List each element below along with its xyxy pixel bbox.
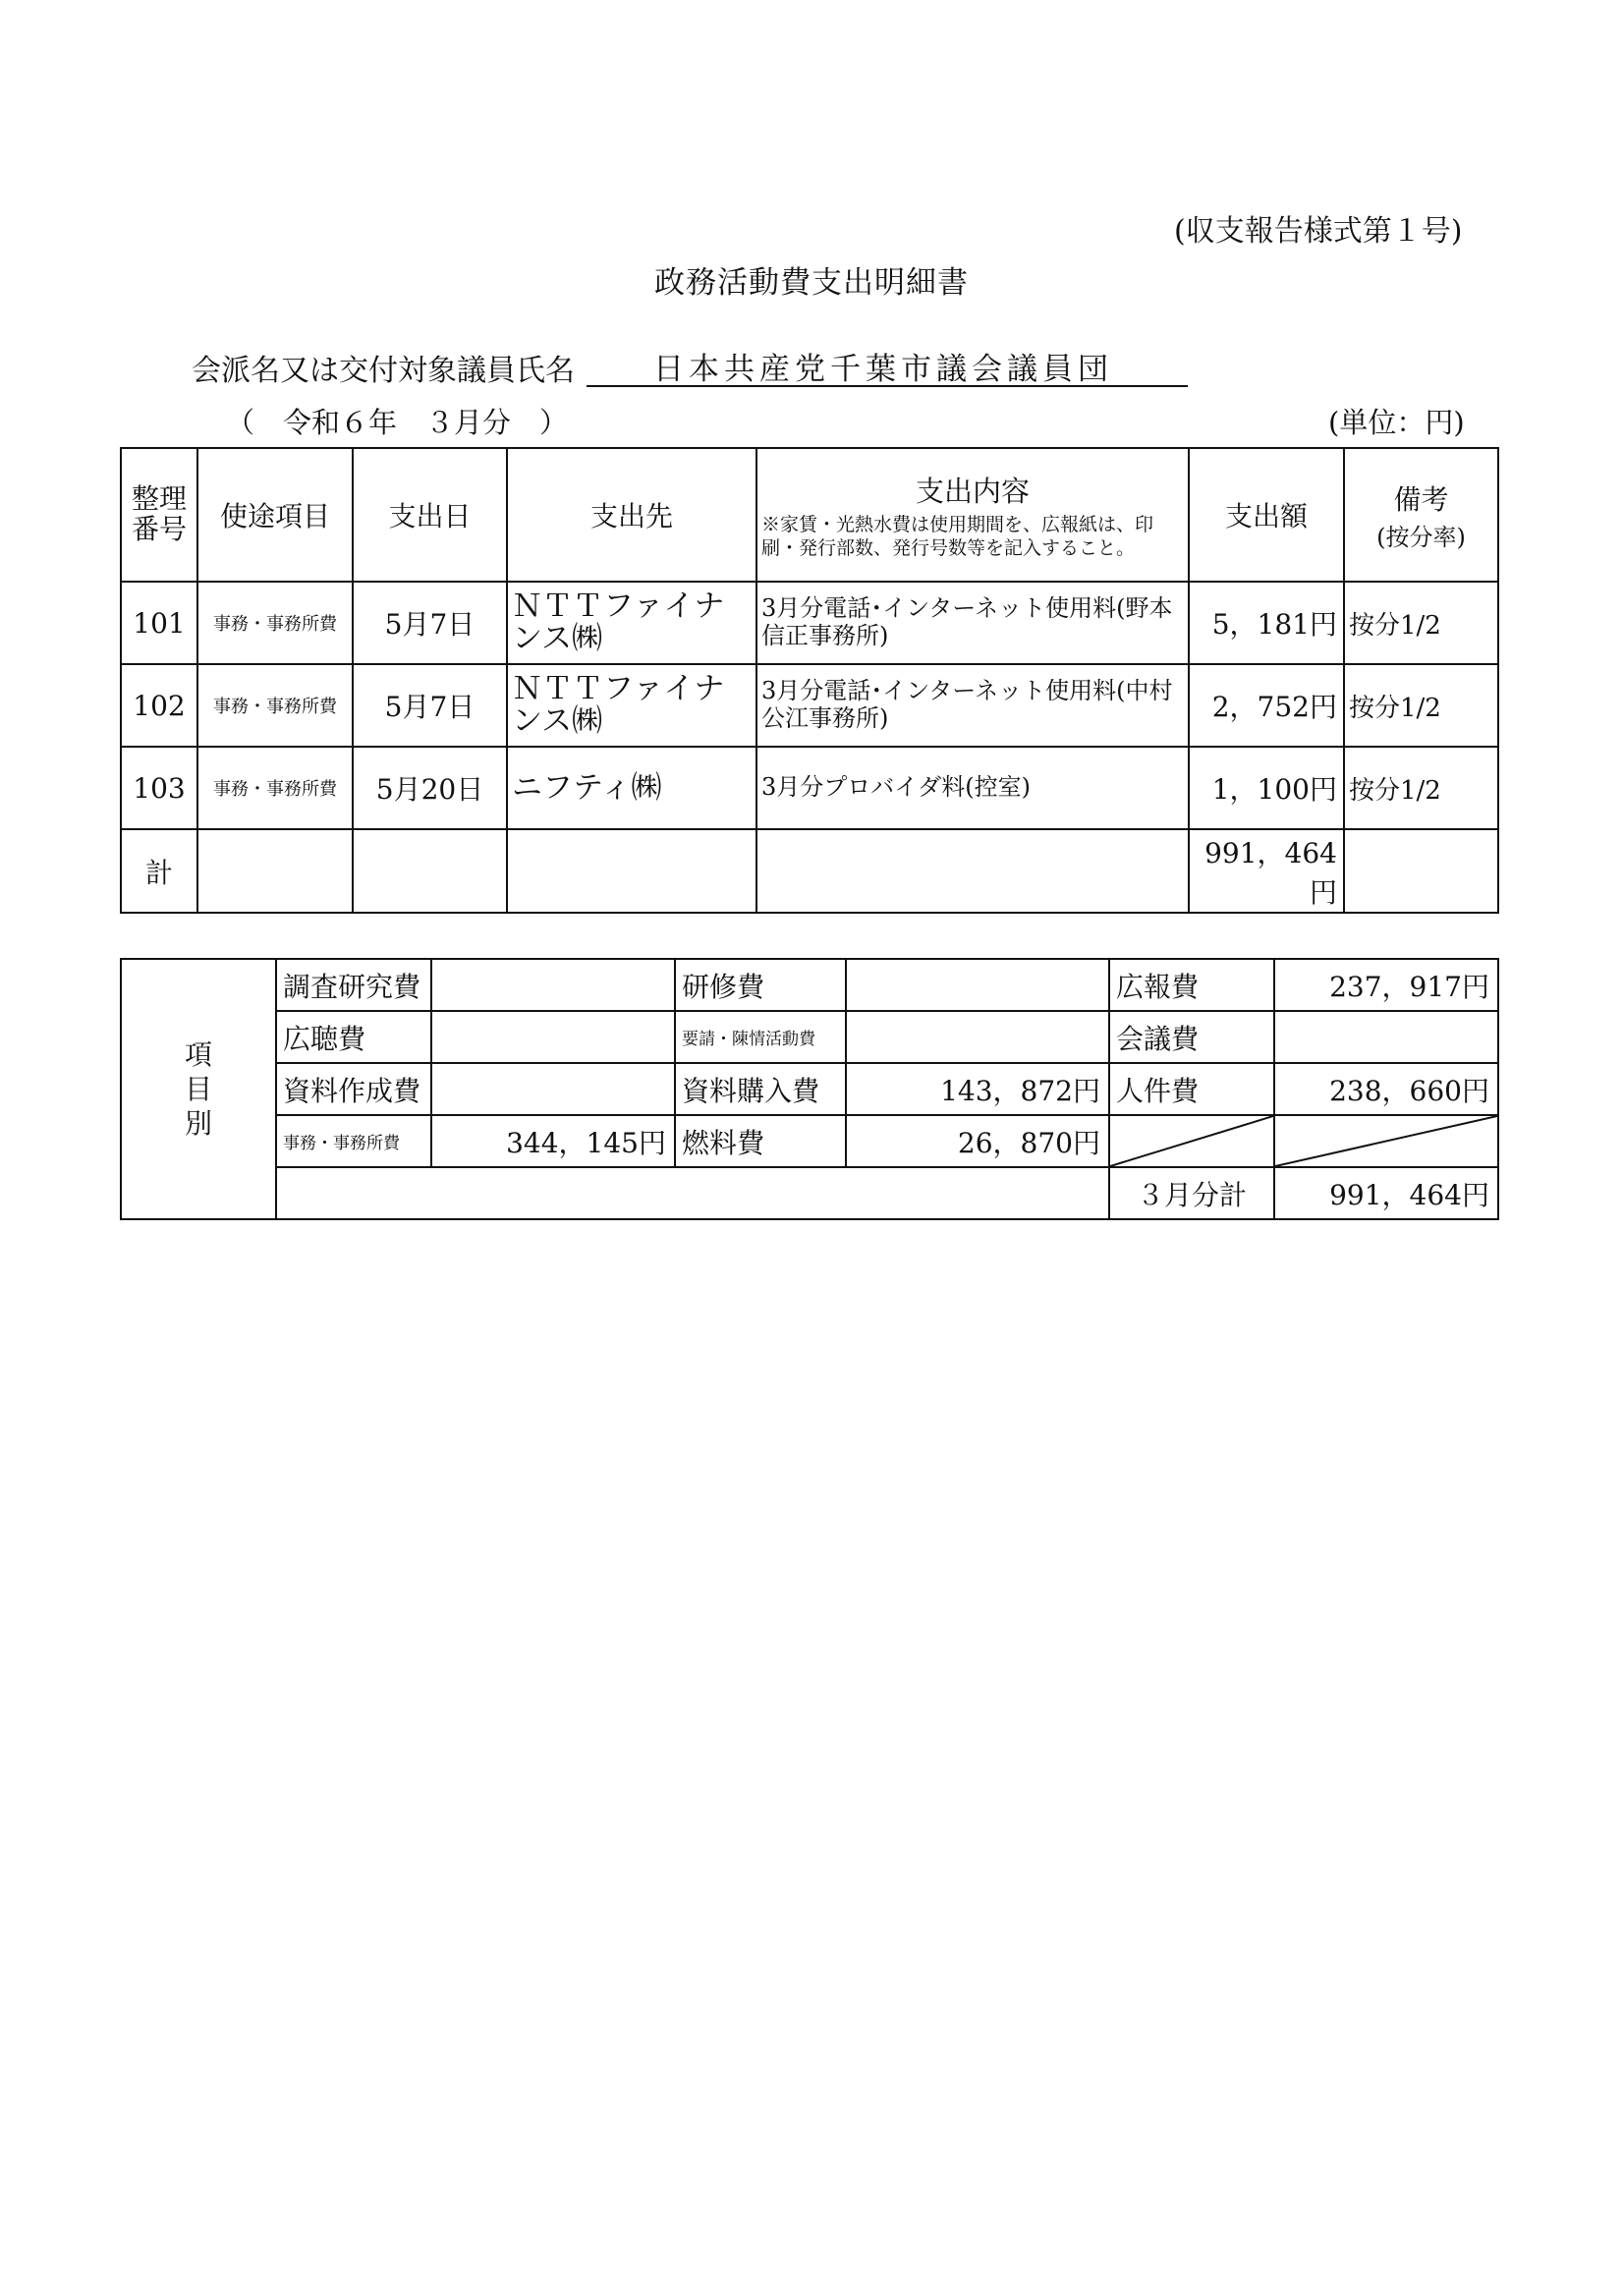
row-number: 103 — [121, 747, 197, 829]
docbuy-value: 143，872円 — [846, 1063, 1109, 1115]
hearing-value — [431, 1011, 675, 1063]
expenditure-table — [120, 447, 1499, 914]
row-payee: ニフティ㈱ — [507, 747, 756, 829]
header-number: 整理 番号 — [121, 448, 197, 582]
summary-row — [121, 1011, 1498, 1063]
row-date: 5月20日 — [353, 747, 507, 829]
research-label: 調査研究費 — [276, 959, 431, 1011]
petition-value — [846, 1011, 1109, 1063]
row-description: 3月分電話･インターネット使用料(中村公江事務所) — [756, 664, 1189, 747]
table-row — [121, 747, 1498, 829]
row-description: 3月分プロバイダ料(控室) — [756, 747, 1189, 829]
group-name: 日本共産党千葉市議会議員団 — [587, 344, 1188, 387]
row-amount: 2，752円 — [1189, 664, 1344, 747]
category-summary-table — [120, 958, 1499, 1220]
docmake-label: 資料作成費 — [276, 1063, 431, 1115]
category-side-label: 項 目 別 — [121, 959, 276, 1219]
diagonal-line — [1110, 1116, 1273, 1166]
row-category: 事務・事務所費 — [197, 747, 353, 829]
header-category: 使途項目 — [197, 448, 353, 582]
table-header-row — [121, 448, 1498, 582]
row-remarks: 按分1/2 — [1344, 747, 1498, 829]
row-payee: ＮＴＴファイナンス㈱ — [507, 664, 756, 747]
total-blank-cell — [507, 829, 756, 913]
meeting-value — [1274, 1011, 1498, 1063]
row-payee: ＮＴＴファイナンス㈱ — [507, 582, 756, 664]
row-amount: 1，100円 — [1189, 747, 1344, 829]
header-payee: 支出先 — [507, 448, 756, 582]
fuel-label: 燃料費 — [675, 1115, 846, 1167]
header-description-title: 支出内容 — [915, 474, 1030, 508]
office-label: 事務・事務所費 — [276, 1115, 431, 1167]
row-category: 事務・事務所費 — [197, 664, 353, 747]
hearing-label: 広聴費 — [276, 1011, 431, 1063]
row-amount: 5，181円 — [1189, 582, 1344, 664]
summary-blank-cell — [276, 1167, 1109, 1219]
petition-label: 要請・陳情活動費 — [675, 1011, 846, 1063]
table-row — [121, 664, 1498, 747]
header-amount: 支出額 — [1189, 448, 1344, 582]
row-category: 事務・事務所費 — [197, 582, 353, 664]
total-label: 計 — [121, 829, 197, 913]
office-value: 344，145円 — [431, 1115, 675, 1167]
document-title: 政務活動費支出明細書 — [654, 265, 969, 301]
reporting-period: （ 令和６年 ３月分 ） — [226, 406, 569, 439]
row-date: 5月7日 — [353, 582, 507, 664]
docbuy-label: 資料購入費 — [675, 1063, 846, 1115]
row-description: 3月分電話･インターネット使用料(野本信正事務所) — [756, 582, 1189, 664]
month-total-value: 991，464円 — [1274, 1167, 1498, 1219]
header-remarks-title: 備考 — [1393, 482, 1449, 516]
empty-diagonal-cell — [1274, 1115, 1498, 1167]
summary-row — [121, 1063, 1498, 1115]
training-label: 研修費 — [675, 959, 846, 1011]
header-remarks-sub: (按分率) — [1376, 523, 1466, 551]
row-number: 102 — [121, 664, 197, 747]
personnel-value: 238，660円 — [1274, 1063, 1498, 1115]
group-label: 会派名又は交付対象議員氏名 — [192, 354, 575, 388]
docmake-value — [431, 1063, 675, 1115]
row-remarks: 按分1/2 — [1344, 664, 1498, 747]
header-date: 支出日 — [353, 448, 507, 582]
training-value — [846, 959, 1109, 1011]
diagonal-line — [1275, 1116, 1497, 1166]
total-blank-cell — [353, 829, 507, 913]
total-amount: 991，464円 — [1189, 829, 1344, 913]
row-date: 5月7日 — [353, 664, 507, 747]
total-blank-cell — [756, 829, 1189, 913]
fuel-value: 26，870円 — [846, 1115, 1109, 1167]
meeting-label: 会議費 — [1109, 1011, 1274, 1063]
total-row — [121, 829, 1498, 913]
summary-row — [121, 1115, 1498, 1167]
unit-label: (単位：円) — [1328, 406, 1465, 439]
header-remarks — [1344, 448, 1498, 582]
total-blank-cell — [197, 829, 353, 913]
pr-label: 広報費 — [1109, 959, 1274, 1011]
research-value — [431, 959, 675, 1011]
header-description-note: ※家賃・光熱水費は使用期間を、広報紙は、印刷・発行部数、発行号数等を記入すること。 — [761, 513, 1154, 559]
personnel-label: 人件費 — [1109, 1063, 1274, 1115]
total-blank-cell — [1344, 829, 1498, 913]
form-number: (収支報告様式第１号) — [1174, 214, 1463, 249]
summary-row — [121, 1167, 1498, 1219]
summary-row — [121, 959, 1498, 1011]
month-total-label: ３月分計 — [1109, 1167, 1274, 1219]
header-description — [756, 448, 1189, 582]
pr-value: 237，917円 — [1274, 959, 1498, 1011]
empty-diagonal-cell — [1109, 1115, 1274, 1167]
table-row — [121, 582, 1498, 664]
row-remarks: 按分1/2 — [1344, 582, 1498, 664]
row-number: 101 — [121, 582, 197, 664]
